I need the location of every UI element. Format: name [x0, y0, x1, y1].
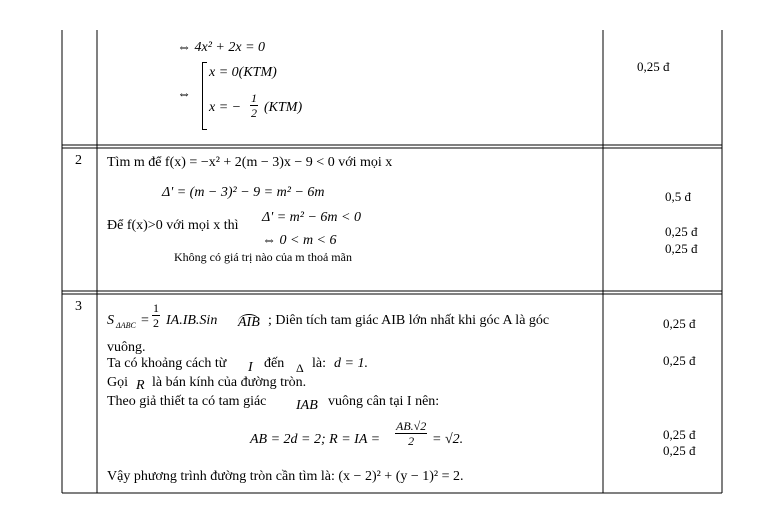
row2-line4: ⇔ 0 < m < 6: [262, 233, 337, 248]
row3-line3-a: Ta có khoảng cách từ: [107, 356, 227, 371]
row3-line3-i: I: [248, 360, 253, 375]
row3-line3-c: là:: [312, 356, 326, 371]
row1-score: 0,25 đ: [637, 59, 670, 74]
row2-score1: 0,5 đ: [665, 189, 691, 204]
row1-equiv-arrow: ⇔: [177, 87, 191, 102]
row2-score2: 0,25 đ: [665, 224, 698, 239]
row2-line5: Không có giá trị nào của m thoả mãn: [174, 250, 352, 264]
row3-number: 3: [75, 299, 82, 314]
row3-line4-a: Gọi: [107, 375, 128, 390]
row3-line3-d: d = 1.: [334, 356, 368, 371]
row2-line3-condition: Δ' = m² − 6m < 0: [262, 210, 361, 225]
row1-case2-suffix: (KTM): [264, 100, 303, 115]
row3-line3-delta: Δ: [296, 361, 304, 375]
row3-line1-product: IA.IB.Sin: [166, 313, 218, 328]
row3-line4-b: là bán kính của đường tròn.: [152, 375, 307, 390]
row3-line5-iab: IAB: [296, 398, 318, 413]
row3-line1-s: S: [107, 313, 114, 328]
row3-line7: Vậy phương trình đường tròn cần tìm là: (x − 2)² + (y − 1)² = 2.: [107, 469, 464, 484]
row2-score3: 0,25 đ: [665, 241, 698, 256]
row1-case2-prefix: x = −: [209, 100, 242, 115]
row3-line6-fraction: $\frac{AB.√2}{2}$: [396, 419, 427, 448]
row1-case2-fraction: $\frac{1}{2}$: [251, 91, 257, 120]
row1-case-bracket: [202, 62, 207, 130]
row3-score3: 0,25 đ: [663, 427, 696, 442]
row3-line1-text: ; Diên tích tam giác AIB lớn nhất khi góc A là góc: [268, 313, 550, 328]
row3-line6-right: = √2.: [432, 432, 464, 447]
row2-line1: Tìm m để f(x) = −x² + 2(m − 3)x − 9 < 0 với mọi x: [107, 155, 393, 170]
row3-score1: 0,25 đ: [663, 316, 696, 331]
row3-line1-sub: ΔABC: [116, 321, 136, 330]
row2-line3-label: Để f(x)>0 với mọi x thì: [107, 218, 239, 233]
row3-line1-angle: AIB: [238, 315, 260, 330]
row3-line1-eq: =: [141, 313, 149, 328]
row1-case1: x = 0(KTM): [209, 65, 277, 80]
row3-line5-a: Theo giả thiết ta có tam giác: [107, 394, 267, 409]
row3-line4-r: R: [136, 378, 145, 393]
row3-line2: vuông.: [107, 340, 146, 355]
row2-number: 2: [75, 153, 82, 168]
row3-line3-b: đến: [264, 356, 285, 371]
row3-line6-left: AB = 2d = 2; R = IA =: [250, 432, 381, 447]
row3-line5-b: vuông cân tại I nên:: [328, 394, 440, 409]
row3-score4: 0,25 đ: [663, 443, 696, 458]
row1-line1: ⇔ 4x² + 2x = 0: [177, 40, 266, 55]
row3-line1-fraction: $\frac{1}{2}$: [153, 301, 159, 330]
row3-score2: 0,25 đ: [663, 353, 696, 368]
row2-line2: Δ' = (m − 3)² − 9 = m² − 6m: [162, 185, 325, 200]
